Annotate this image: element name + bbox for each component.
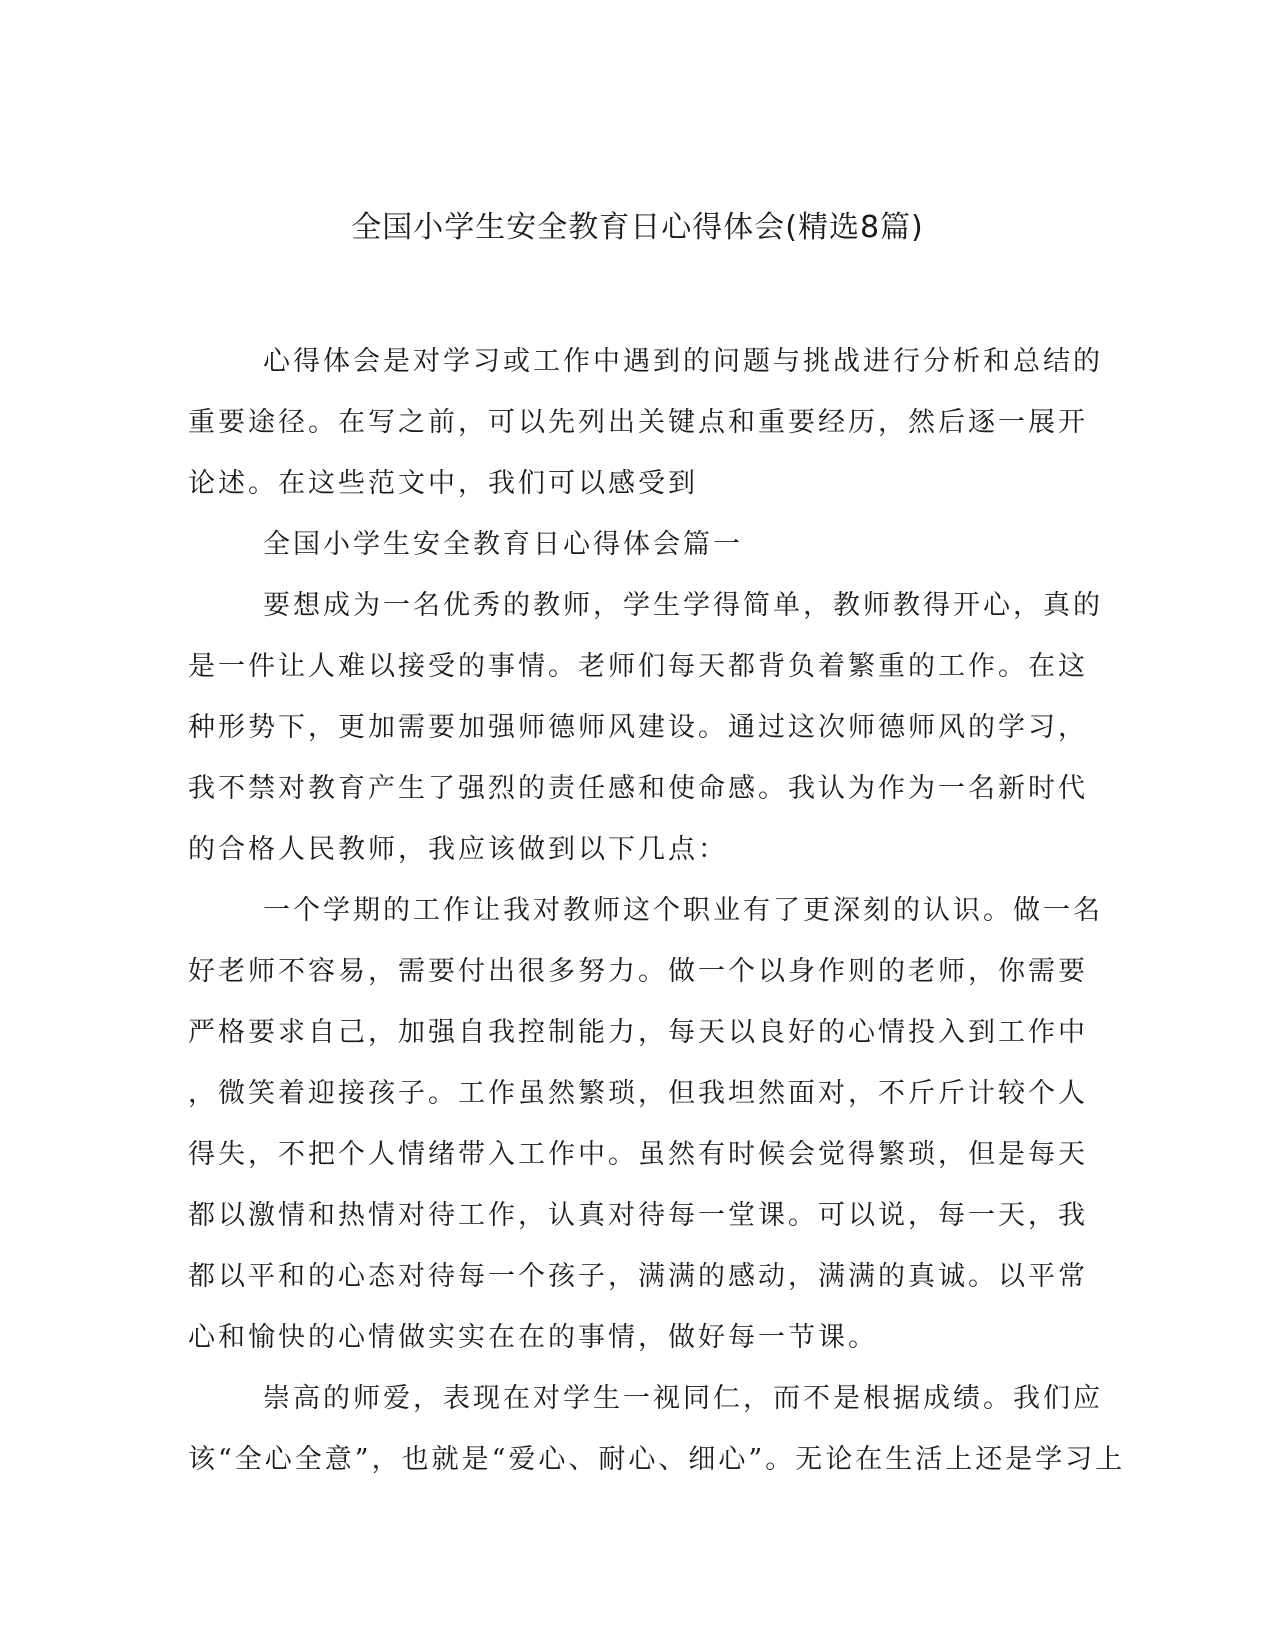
paragraph-line: 种形势下，更加需要加强师德师风建设。通过这次师德师风的学习， <box>188 712 1088 743</box>
paragraph-line: 崇高的师爱，表现在对学生一视同仁，而不是根据成绩。我们应 <box>263 1383 1103 1414</box>
paragraph-line: 好老师不容易，需要付出很多努力。做一个以身作则的老师，你需要 <box>188 956 1088 987</box>
document-body <box>188 331 1126 1490</box>
paragraph-line: 是一件让人难以接受的事情。老师们每天都背负着繁重的工作。在这 <box>188 651 1088 682</box>
paragraph-line: 严格要求自己，加强自我控制能力，每天以良好的心情投入到工作中 <box>188 1017 1088 1048</box>
paragraph-intro-line: 心得体会是对学习或工作中遇到的问题与挑战进行分析和总结的 <box>263 346 1103 377</box>
paragraph-line: 的合格人民教师，我应该做到以下几点： <box>188 834 728 865</box>
paragraph-line: 一个学期的工作让我对教师这个职业有了更深刻的认识。做一名 <box>263 895 1103 926</box>
paragraph-line: ，微笑着迎接孩子。工作虽然繁琐，但我坦然面对，不斤斤计较个人 <box>188 1078 1088 1109</box>
paragraph-line: 该“全心全意”，也就是“爱心、耐心、细心”。无论在生活上还是学习上 <box>188 1444 1126 1475</box>
paragraph-intro-line: 论述。在这些范文中，我们可以感受到 <box>188 468 698 499</box>
paragraph-line: 都以平和的心态对待每一个孩子，满满的感动，满满的真诚。以平常 <box>188 1261 1088 1292</box>
section-heading: 全国小学生安全教育日心得体会篇一 <box>263 529 743 560</box>
paragraph-line: 要想成为一名优秀的教师，学生学得简单，教师教得开心，真的 <box>263 590 1103 621</box>
paragraph-line: 都以激情和热情对待工作，认真对待每一堂课。可以说，每一天，我 <box>188 1200 1088 1231</box>
paragraph-line: 得失，不把个人情绪带入工作中。虽然有时候会觉得繁琐，但是每天 <box>188 1139 1088 1170</box>
paragraph-intro-line: 重要途径。在写之前，可以先列出关键点和重要经历，然后逐一展开 <box>188 407 1088 438</box>
paragraph-line: 心和愉快的心情做实实在在的事情，做好每一节课。 <box>188 1322 878 1353</box>
document-title: 全国小学生安全教育日心得体会(精选8篇) <box>351 210 924 245</box>
paragraph-line: 我不禁对教育产生了强烈的责任感和使命感。我认为作为一名新时代 <box>188 773 1088 804</box>
